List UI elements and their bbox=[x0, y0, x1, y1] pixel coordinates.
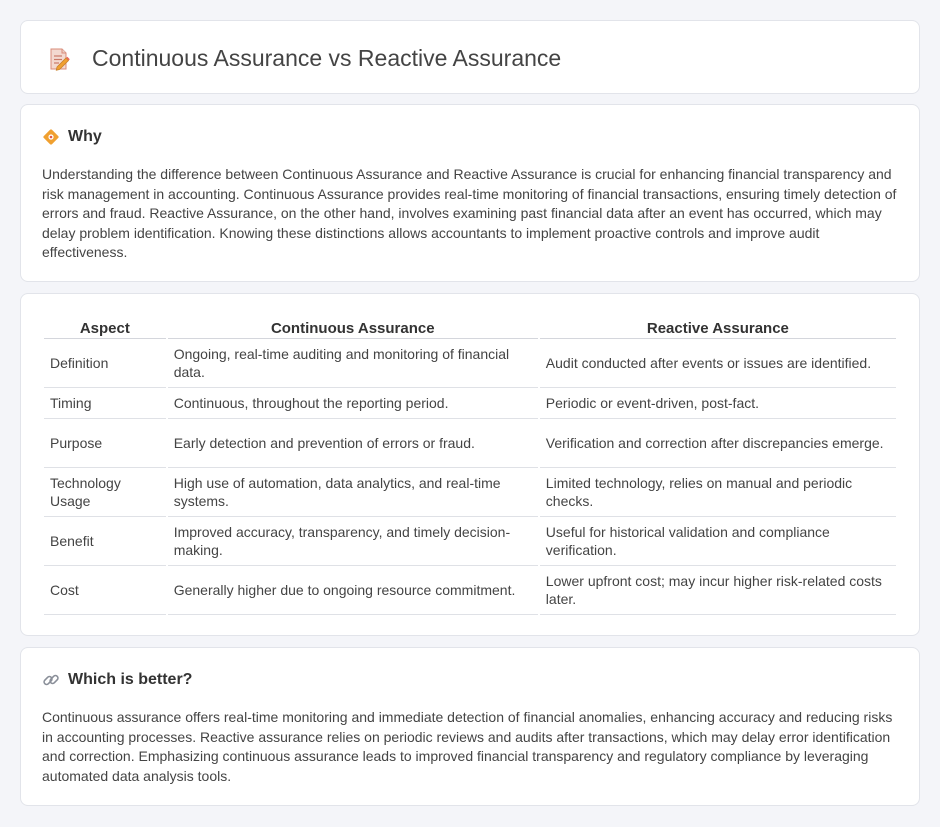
table-row bbox=[44, 339, 896, 388]
table-cell: Purpose bbox=[44, 419, 166, 468]
why-heading: Why bbox=[68, 128, 102, 145]
which-is-better-section bbox=[20, 647, 920, 806]
comparison-table bbox=[42, 316, 898, 615]
document-pencil-icon bbox=[48, 47, 70, 71]
table-cell: Periodic or event-driven, post-fact. bbox=[540, 388, 896, 419]
better-heading: Which is better? bbox=[68, 671, 193, 688]
table-cell: Continuous, throughout the reporting period. bbox=[168, 388, 538, 419]
link-icon bbox=[42, 671, 60, 689]
table-cell: Lower upfront cost; may incur higher risk-related costs later. bbox=[540, 566, 896, 615]
table-cell: Cost bbox=[44, 566, 166, 615]
table-row bbox=[44, 468, 896, 517]
table-cell: Verification and correction after discrepancies emerge. bbox=[540, 419, 896, 468]
table-row bbox=[44, 517, 896, 566]
better-heading-row bbox=[42, 669, 192, 691]
diamond-sparkle-icon bbox=[42, 128, 60, 146]
table-cell: Definition bbox=[44, 339, 166, 388]
table-row bbox=[44, 419, 896, 468]
table-cell: Limited technology, relies on manual and periodic checks. bbox=[540, 468, 896, 517]
table-cell: Audit conducted after events or issues are identified. bbox=[540, 339, 896, 388]
column-header-aspect: Aspect bbox=[44, 316, 166, 339]
table-cell: Useful for historical validation and compliance verification. bbox=[540, 517, 896, 566]
table-cell: Timing bbox=[44, 388, 166, 419]
page-title: Continuous Assurance vs Reactive Assurance bbox=[92, 45, 562, 71]
table-cell: Benefit bbox=[44, 517, 166, 566]
column-header-reactive: Reactive Assurance bbox=[540, 316, 896, 339]
column-header-continuous: Continuous Assurance bbox=[168, 316, 538, 339]
title-card bbox=[20, 20, 920, 94]
better-text: Continuous assurance offers real-time monitoring and immediate detection of financial anomalies, enhancing accuracy and reducing risks in accounting processes. Reactive assurance relies on periodic reviews and audits after transactions, which may delay error identification and correction. Emphasizing continuous assurance leads to improved financial transparency and regulatory compliance by leveraging automated data analysis tools. bbox=[42, 709, 893, 784]
why-text: Understanding the difference between Continuous Assurance and Reactive Assurance is crucial for enhancing financial transparency and risk management in accounting. Continuous Assurance provides real-time monitoring of financial transactions, ensuring timely detection of errors and fraud. Reactive Assurance, on the other hand, involves examining past financial data after an event has occurred, which may delay problem identification. Knowing these distinctions allows accountants to implement proactive controls and improve audit effectiveness. bbox=[42, 166, 897, 261]
why-heading-row bbox=[42, 126, 102, 148]
comparison-section bbox=[20, 293, 920, 636]
table-header-row bbox=[44, 316, 896, 339]
table-cell: Early detection and prevention of errors or fraud. bbox=[168, 419, 538, 468]
table-cell: Ongoing, real-time auditing and monitoring of financial data. bbox=[168, 339, 538, 388]
table-cell: High use of automation, data analytics, and real-time systems. bbox=[168, 468, 538, 517]
table-row bbox=[44, 566, 896, 615]
table-cell: Generally higher due to ongoing resource commitment. bbox=[168, 566, 538, 615]
table-row bbox=[44, 388, 896, 419]
table-cell: Technology Usage bbox=[44, 468, 166, 517]
table-cell: Improved accuracy, transparency, and timely decision-making. bbox=[168, 517, 538, 566]
why-section bbox=[20, 104, 920, 282]
